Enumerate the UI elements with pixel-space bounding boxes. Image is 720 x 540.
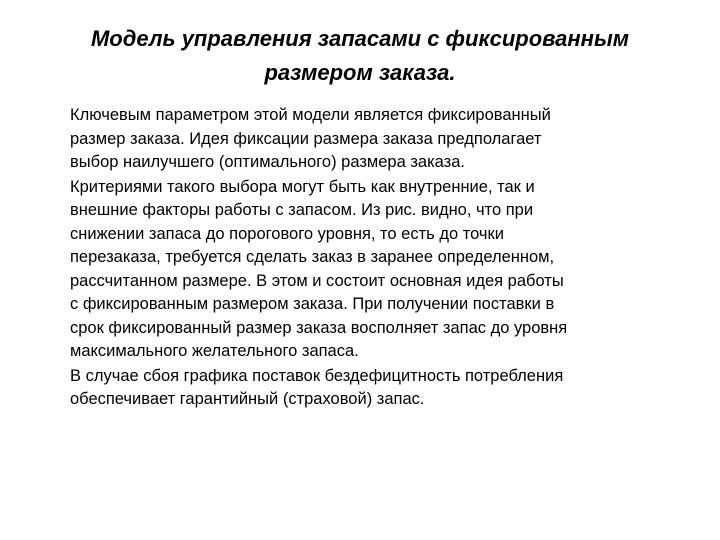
text-line: рассчитанном размере. В этом и состоит основная идея работы <box>70 271 564 290</box>
text-line: Ключевым параметром этой модели является фиксированный <box>70 106 551 124</box>
text-line: В случае сбоя графика поставок бездефицитность потребления <box>70 366 564 385</box>
text-line: перезаказа, требуется сделать заказ в заранее определенном, <box>70 248 555 266</box>
text-line: внешние факторы работы с запасом. Из рис. видно, что при <box>70 201 534 219</box>
text-line: размер заказа. Идея фиксации размера заказа предполагает <box>70 129 542 148</box>
slide-title-line: размером заказа. <box>264 60 456 85</box>
paragraph-key-parameter <box>70 104 690 175</box>
paragraph-criteria <box>70 176 690 364</box>
text-line: максимального желательного запаса. <box>70 342 359 360</box>
text-line: обеспечивает гарантийный (страховой) запас. <box>70 390 425 408</box>
text-line: срок фиксированный размер заказа восполняет запас до уровня <box>70 318 568 337</box>
text-line: Критериями такого выбора могут быть как внутренние, так и <box>70 177 535 196</box>
text-line: снижении запаса до порогового уровня, то есть до точки <box>70 224 504 243</box>
slide-title <box>40 22 680 90</box>
text-line: с фиксированным размером заказа. При получении поставки в <box>70 295 555 313</box>
paragraph-safety-stock <box>70 365 690 412</box>
slide-body <box>70 104 690 412</box>
slide-title-line: Модель управления запасами с фиксированным <box>90 26 630 51</box>
text-line: выбор наилучшего (оптимального) размера заказа. <box>70 153 465 171</box>
